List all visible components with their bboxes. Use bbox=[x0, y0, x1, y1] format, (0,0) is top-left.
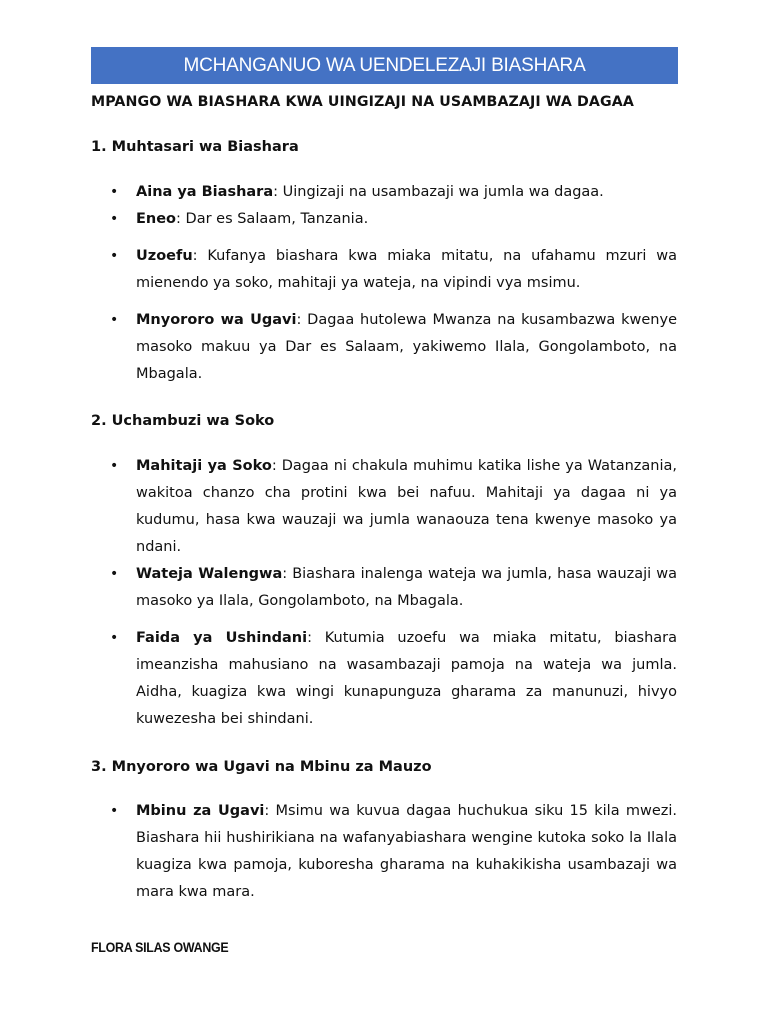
bullet-icon: • bbox=[110, 248, 119, 264]
bullet-icon: • bbox=[110, 803, 119, 819]
document-subtitle: MPANGO WA BIASHARA KWA UINGIZAJI NA USAMBAZAJI WA DAGAA bbox=[91, 94, 634, 110]
item-term: Eneo bbox=[136, 211, 177, 227]
list-item bbox=[110, 798, 677, 906]
item-term: Faida ya Ushindani bbox=[136, 630, 308, 646]
item-text: : Dagaa hutolewa Mwanza na kusambazwa kwenye masoko makuu ya Dar es Salaam, yakiwemo Ilala, Gongolamboto, na Mbagala. bbox=[136, 312, 678, 382]
item-text: : Kutumia uzoefu wa miaka mitatu, biashara imeanzisha mahusiano na wasambazaji pamoja na wateja wa jumla. Aidha, kuagiza kwa wingi kunapunguza gharama za manunuzi, hivyo kuwezesha bei shindani. bbox=[136, 630, 677, 727]
list-item bbox=[110, 179, 677, 206]
bullet-icon: • bbox=[110, 184, 119, 200]
bullet-icon: • bbox=[110, 211, 119, 227]
list-item bbox=[110, 243, 677, 297]
section-1-list bbox=[110, 179, 677, 388]
list-item bbox=[110, 206, 677, 233]
item-text: : Msimu wa kuvua dagaa huchukua siku 15 kila mwezi. Biashara hii hushirikiana na wafanyabiashara wengine kutoka soko la Ilala kuagiza kwa pamoja, kuboresha gharama na kuhakikisha usambazaji wa mara kwa mara. bbox=[136, 803, 678, 900]
footer-author: FLORA SILAS OWANGE bbox=[91, 940, 229, 955]
item-text: : Dagaa ni chakula muhimu katika lishe ya Watanzania, wakitoa chanzo cha protini kwa bei nafuu. Mahitaji ya dagaa ni ya kudumu, hasa kwa wauzaji wa jumla wanaouza tena kwenye masoko ya ndani. bbox=[136, 458, 677, 555]
item-text: : Dar es Salaam, Tanzania. bbox=[176, 211, 369, 227]
section-2-heading: 2. Uchambuzi wa Soko bbox=[91, 413, 275, 429]
bullet-icon: • bbox=[110, 458, 119, 474]
list-item bbox=[110, 625, 677, 733]
item-text: : Kufanya biashara kwa miaka mitatu, na ufahamu mzuri wa mienendo ya soko, mahitaji ya wateja, na vipindi vya msimu. bbox=[136, 248, 677, 291]
list-item bbox=[110, 453, 677, 561]
item-term: Wateja Walengwa bbox=[136, 566, 283, 582]
item-term: Mnyororo wa Ugavi bbox=[136, 312, 297, 328]
item-text: : Biashara inalenga wateja wa jumla, hasa wauzaji wa masoko ya Ilala, Gongolamboto, na Mbagala. bbox=[136, 566, 677, 609]
bullet-icon: • bbox=[110, 312, 119, 328]
item-term: Mahitaji ya Soko bbox=[136, 458, 272, 474]
item-text: : Uingizaji na usambazaji wa jumla wa dagaa. bbox=[273, 184, 604, 200]
item-term: Mbinu za Ugavi bbox=[136, 803, 265, 819]
bullet-icon: • bbox=[110, 630, 119, 646]
section-2-list bbox=[110, 453, 677, 733]
item-term: Uzoefu bbox=[136, 248, 193, 264]
bullet-icon: • bbox=[110, 566, 119, 582]
section-3-heading: 3. Mnyororo wa Ugavi na Mbinu za Mauzo bbox=[91, 759, 432, 775]
list-item bbox=[110, 561, 677, 615]
document-title-banner: MCHANGANUO WA UENDELEZAJI BIASHARA bbox=[91, 47, 678, 84]
item-term: Aina ya Biashara bbox=[136, 184, 274, 200]
list-item bbox=[110, 307, 677, 388]
section-3-list bbox=[110, 798, 677, 906]
section-1-heading: 1. Muhtasari wa Biashara bbox=[91, 139, 299, 155]
